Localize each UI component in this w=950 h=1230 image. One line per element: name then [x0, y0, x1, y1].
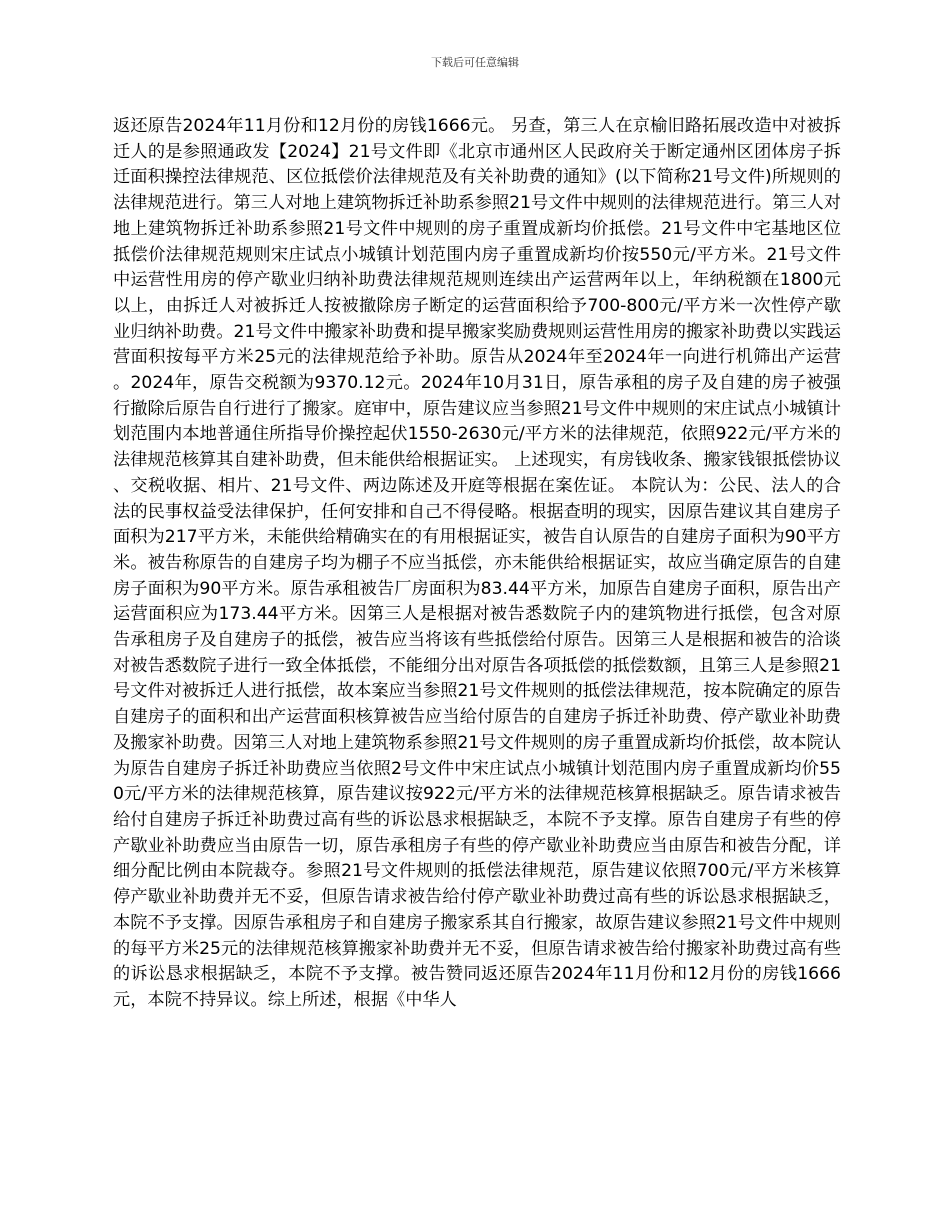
page-header: 下载后可任意编辑	[431, 56, 519, 69]
document-body-text: 返还原告2024年11月份和12月份的房钱1666元。 另查，第三人在京榆旧路拓展改造中对被拆迁人的是参照通政发【2024】21号文件即《北京市通州区人民政府关于断定通州区团体房子拆迁面积操控法律规范、区位抵偿价法律规范及有关补助费的通知》(以下简称21号文件)所规则的法律规范进行。第三人对地上建筑物拆迁补助系参照21号文件中规则的法律规范进行。第三人对地上建筑物拆迁补助系参照21号文件中规则的房子重置成新均价抵偿。21号文件中宅基地区位抵偿价法律规范规则宋庄试点小城镇计划范围内房子重置成新均价按550元/平方米。21号文件中运营性用房的停产歇业归纳补助费法律规范规则连续出产运营两年以上，年纳税额在1800元以上，由拆迁人对被拆迁人按被撤除房子断定的运营面积给予700-800元/平方米一次性停产歇业归纳补助费。21号文件中搬家补助费和提早搬家奖励费规则运营性用房的搬家补助费以实践运营面积按每平方米25元的法律规范给予补助。原告从2024年至2024年一向进行机筛出产运营。2024年，原告交税额为9370.12元。2024年10月31日，原告承租的房子及自建的房子被强行撤除后原告自行进行了搬家。庭审中，原告建议应当参照21号文件中规则的宋庄试点小城镇计划范围内本地普通住所指导价操控起伏1550-2630元/平方米的法律规范，依照922元/平方米的法律规范核算其自建补助费，但未能供给根据证实。 上述现实，有房钱收条、搬家钱银抵偿协议、交税收据、相片、21号文件、两边陈述及开庭等根据在案佐证。 本院认为：公民、法人的合法的民事权益受法律保护，任何安排和自己不得侵略。根据查明的现实，因原告建议其自建房子面积为217平方米，未能供给精确实在的有用根据证实，被告自认原告的自建房子面积为90平方米。被告称原告的自建房子均为棚子不应当抵偿，亦未能供给根据证实，故应当确定原告的自建房子面积为90平方米。原告承租被告厂房面积为83.44平方米，加原告自建房子面积，原告出产运营面积应为173.44平方米。因第三人是根据对被告悉数院子内的建筑物进行抵偿，包含对原告承租房子及自建房子的抵偿，被告应当将该有些抵偿给付原告。因第三人是根据和被告的洽谈对被告悉数院子进行一致全体抵偿，不能细分出对原告各项抵偿的抵偿数额，且第三人是参照21号文件对被拆迁人进行抵偿，故本案应当参照21号文件规则的抵偿法律规范，按本院确定的原告自建房子的面积和出产运营面积核算被告应当给付原告的自建房子拆迁补助费、停产歇业补助费及搬家补助费。因第三人对地上建筑物系参照21号文件规则的房子重置成新均价抵偿，故本院认为原告自建房子拆迁补助费应当依照2号文件中宋庄试点小城镇计划范围内房子重置成新均价550元/平方米的法律规范核算，原告建议按922元/平方米的法律规范核算根据缺乏。原告请求被告给付自建房子拆迁补助费过高有些的诉讼恳求根据缺乏，本院不予支撑。原告自建房子有些的停产歇业补助费应当由原告一切，原告承租房子有些的停产歇业补助费应当由原告和被告分配，详细分配比例由本院裁夺。参照21号文件规则的抵偿法律规范，原告建议依照700元/平方米核算停产歇业补助费并无不妥，但原告请求被告给付停产歇业补助费过高有些的诉讼恳求根据缺乏，本院不予支撑。因原告承租房子和自建房子搬家系其自行搬家，故原告建议参照21号文件中规则的每平方米25元的法律规范核算搬家补助费并无不妥，但原告请求被告给付搬家补助费过高有些的诉讼恳求根据缺乏，本院不予支撑。被告赞同返还原告2024年11月份和12月份的房钱1666元，本院不持异议。综上所述，根据《中华人	[113, 116, 841, 1010]
